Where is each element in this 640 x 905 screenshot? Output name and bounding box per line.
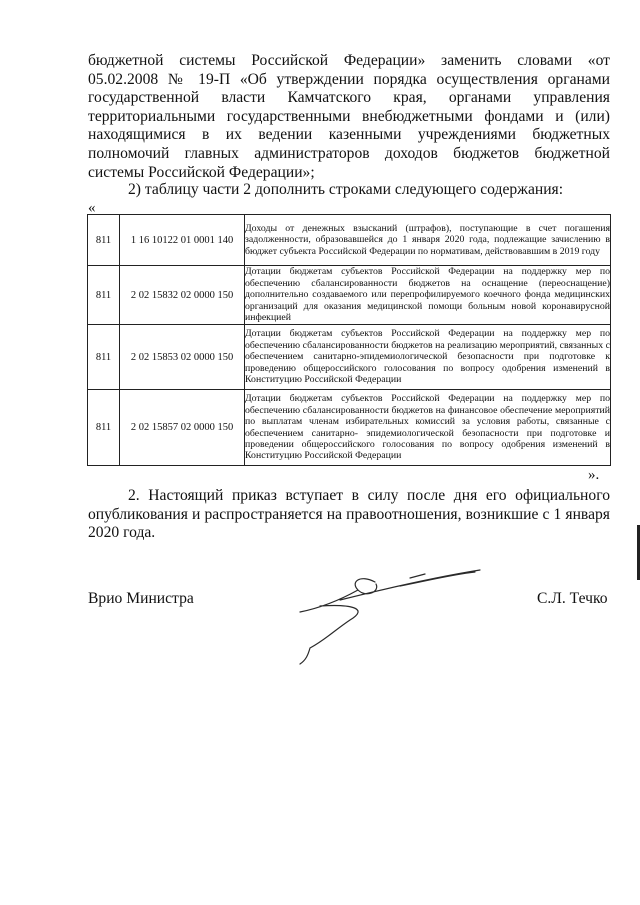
paragraph-effective-date: 2. Настоящий приказ вступает в силу после дня его официального опубликования и распространяется на правоотношения, возникшие с 1 января 2020 года. <box>88 487 610 542</box>
budget-code-cell: 2 02 15857 02 0000 150 <box>120 390 245 466</box>
table-row <box>88 215 611 266</box>
budget-code-cell: 1 16 10122 01 0001 140 <box>120 215 245 266</box>
admin-code-cell: 811 <box>88 390 120 466</box>
admin-code-cell: 811 <box>88 325 120 390</box>
table-row <box>88 390 611 466</box>
table-row <box>88 266 611 325</box>
opening-quote: « <box>88 200 96 216</box>
signatory-name: С.Л. Течко <box>537 590 608 607</box>
admin-code-cell: 811 <box>88 215 120 266</box>
budget-code-cell: 2 02 15832 02 0000 150 <box>120 266 245 325</box>
revenue-name-cell: Дотации бюджетам субъектов Российской Федерации на поддержку мер по обеспечению сбалансированности бюджетов на оснащение (переоснащение) дополнительно создаваемого или перепрофилируемого коечного фонда медицинских организаций для оказания медицинской помощи больным новой коронавирусной инфекцией <box>245 266 610 324</box>
admin-code-cell: 811 <box>88 266 120 325</box>
budget-codes-table <box>87 214 611 466</box>
paragraph-table-instruction: 2) таблицу части 2 дополнить строками следующего содержания: <box>128 181 564 198</box>
closing-quote: ». <box>588 467 600 483</box>
table-row <box>88 325 611 390</box>
budget-code-cell: 2 02 15853 02 0000 150 <box>120 325 245 390</box>
handwritten-signature <box>280 560 500 670</box>
revenue-name-cell: Дотации бюджетам субъектов Российской Федерации на поддержку мер по обеспечению сбалансированности бюджетов на финансовое обеспечение мероприятий по выплатам членам избирательных комиссий за условия работы, связанные с обеспечением санитарно- эпидемиологической безопасности при подготовке и проведении общероссийского голосования по вопросу одобрения изменений в Конституцию Российской Федерации <box>245 390 611 466</box>
revenue-name-cell: Дотации бюджетам субъектов Российской Федерации на поддержку мер по обеспечению сбалансированности бюджетов на реализацию мероприятий, связанных с обеспечением санитарно-эпидемиологической безопасности при подготовке к проведению общероссийского голосования по вопросу одобрения изменений в Конституцию Российской Федерации <box>245 325 611 390</box>
signatory-role: Врио Министра <box>88 590 194 607</box>
paragraph-amendment-text: бюджетной системы Российской Федерации» заменить словами «от 05.02.2008 № 19-П «Об утверждении порядка осуществления органами государственной власти Камчатского края, органами управления территориальными государственными внебюджетными фондами и (или) находящимися в их ведении казенными учреждениями бюджетных полномочий главных администраторов доходов бюджетов бюджетной системы Российской Федерации»; <box>88 52 610 181</box>
revenue-name-cell: Доходы от денежных взысканий (штрафов), поступающие в счет погашения задолженности, образовавшейся до 1 января 2020 года, подлежащие зачислению в бюджет субъекта Российской Федерации по нормативам, действовавшим в 2019 году <box>245 215 611 266</box>
